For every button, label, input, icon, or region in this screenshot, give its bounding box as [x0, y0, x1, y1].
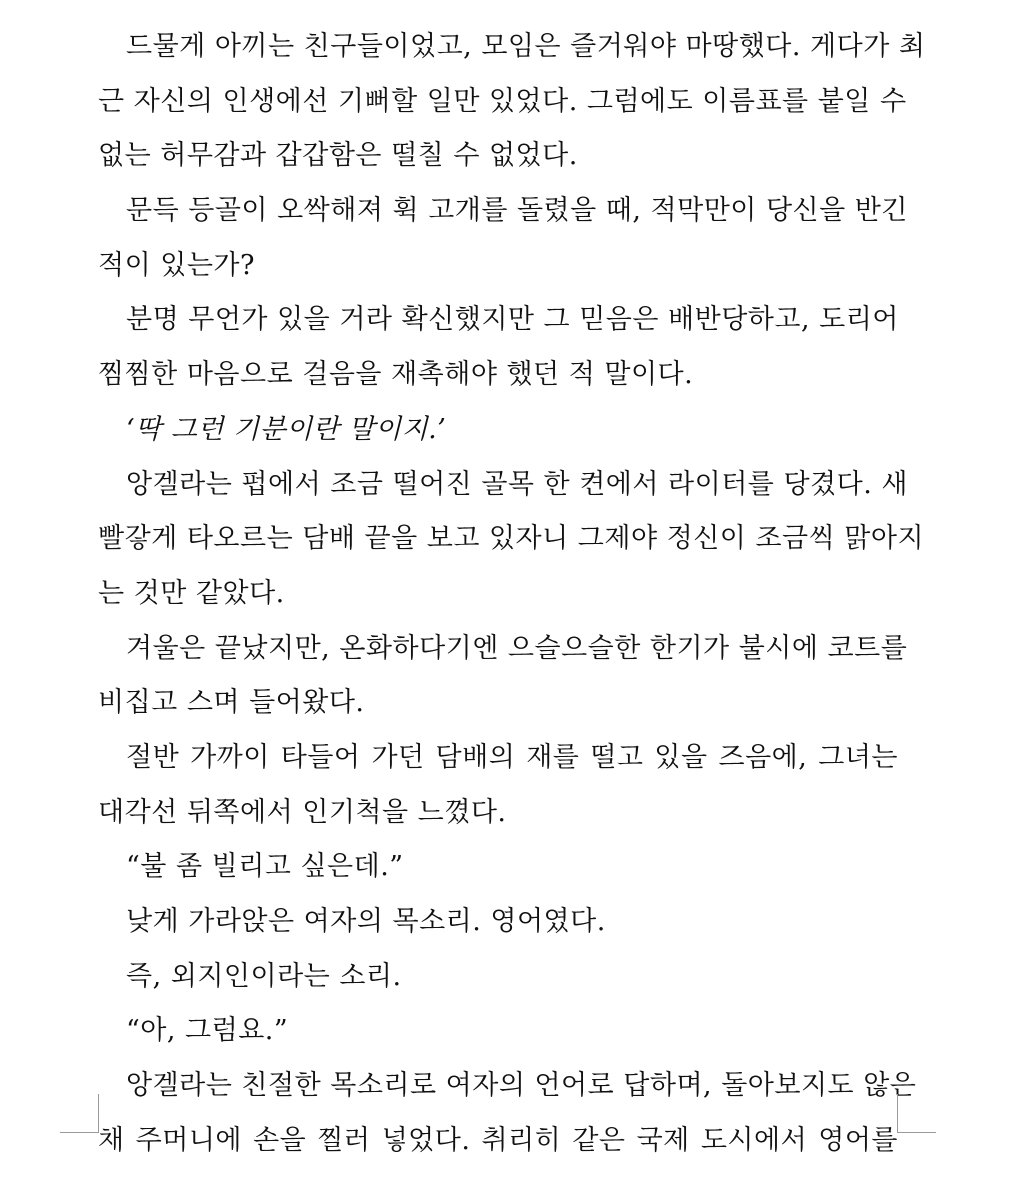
text-line: 겨울은 끝났지만, 온화하다기엔 으슬으슬한 한기가 불시에 코트를: [126, 632, 908, 664]
text-line: 적이 있는가?: [98, 249, 255, 281]
text-line-dialogue: “불 좀 빌리고 싶은데.”: [126, 851, 404, 883]
text-line-italic-thought: ‘딱 그런 기분이란 말이지.’: [126, 413, 447, 445]
text-line: 즉, 외지인이라는 소리.: [126, 960, 402, 992]
text-line-dialogue: “아, 그럼요.”: [126, 1015, 289, 1047]
page-corner-mark-right: [897, 1094, 936, 1133]
text-line: 없는 허무감과 갑갑함은 떨칠 수 없었다.: [98, 140, 578, 172]
text-line: 절반 가까이 타들어 가던 담배의 재를 떨고 있을 즈음에, 그녀는: [126, 741, 898, 773]
page-corner-mark-left: [60, 1094, 99, 1133]
text-line: 빨갛게 타오르는 담배 끝을 보고 있자니 그제야 정신이 조금씩 맑아지: [98, 523, 925, 555]
text-line: 채 주머니에 손을 찔러 넣었다. 취리히 같은 국제 도시에서 영어를: [98, 1124, 898, 1156]
text-line: 문득 등골이 오싹해져 휙 고개를 돌렸을 때, 적막만이 당신을 반긴: [126, 195, 908, 227]
text-line: 분명 무언가 있을 거라 확신했지만 그 믿음은 배반당하고, 도리어: [126, 304, 899, 336]
body-text: [98, 20, 926, 1168]
text-line: 비집고 스며 들어왔다.: [98, 687, 365, 719]
text-line: 앙겔라는 펍에서 조금 떨어진 골목 한 켠에서 라이터를 당겼다. 새: [126, 468, 908, 500]
text-line: 앙겔라는 친절한 목소리로 여자의 언어로 답하며, 돌아보지도 않은: [126, 1070, 917, 1102]
text-line: 찜찜한 마음으로 걸음을 재촉해야 했던 적 말이다.: [98, 359, 694, 391]
text-line: 대각선 뒤쪽에서 인기척을 느꼈다.: [98, 796, 507, 828]
text-line: 낮게 가라앉은 여자의 목소리. 영어였다.: [126, 906, 606, 937]
text-line: 근 자신의 인생에선 기뻐할 일만 있었다. 그럼에도 이름표를 붙일 수: [98, 85, 907, 117]
text-line: 드물게 아끼는 친구들이었고, 모임은 즐거워야 마땅했다. 게다가 최: [126, 31, 926, 62]
text-line: 는 것만 같았다.: [98, 577, 285, 609]
